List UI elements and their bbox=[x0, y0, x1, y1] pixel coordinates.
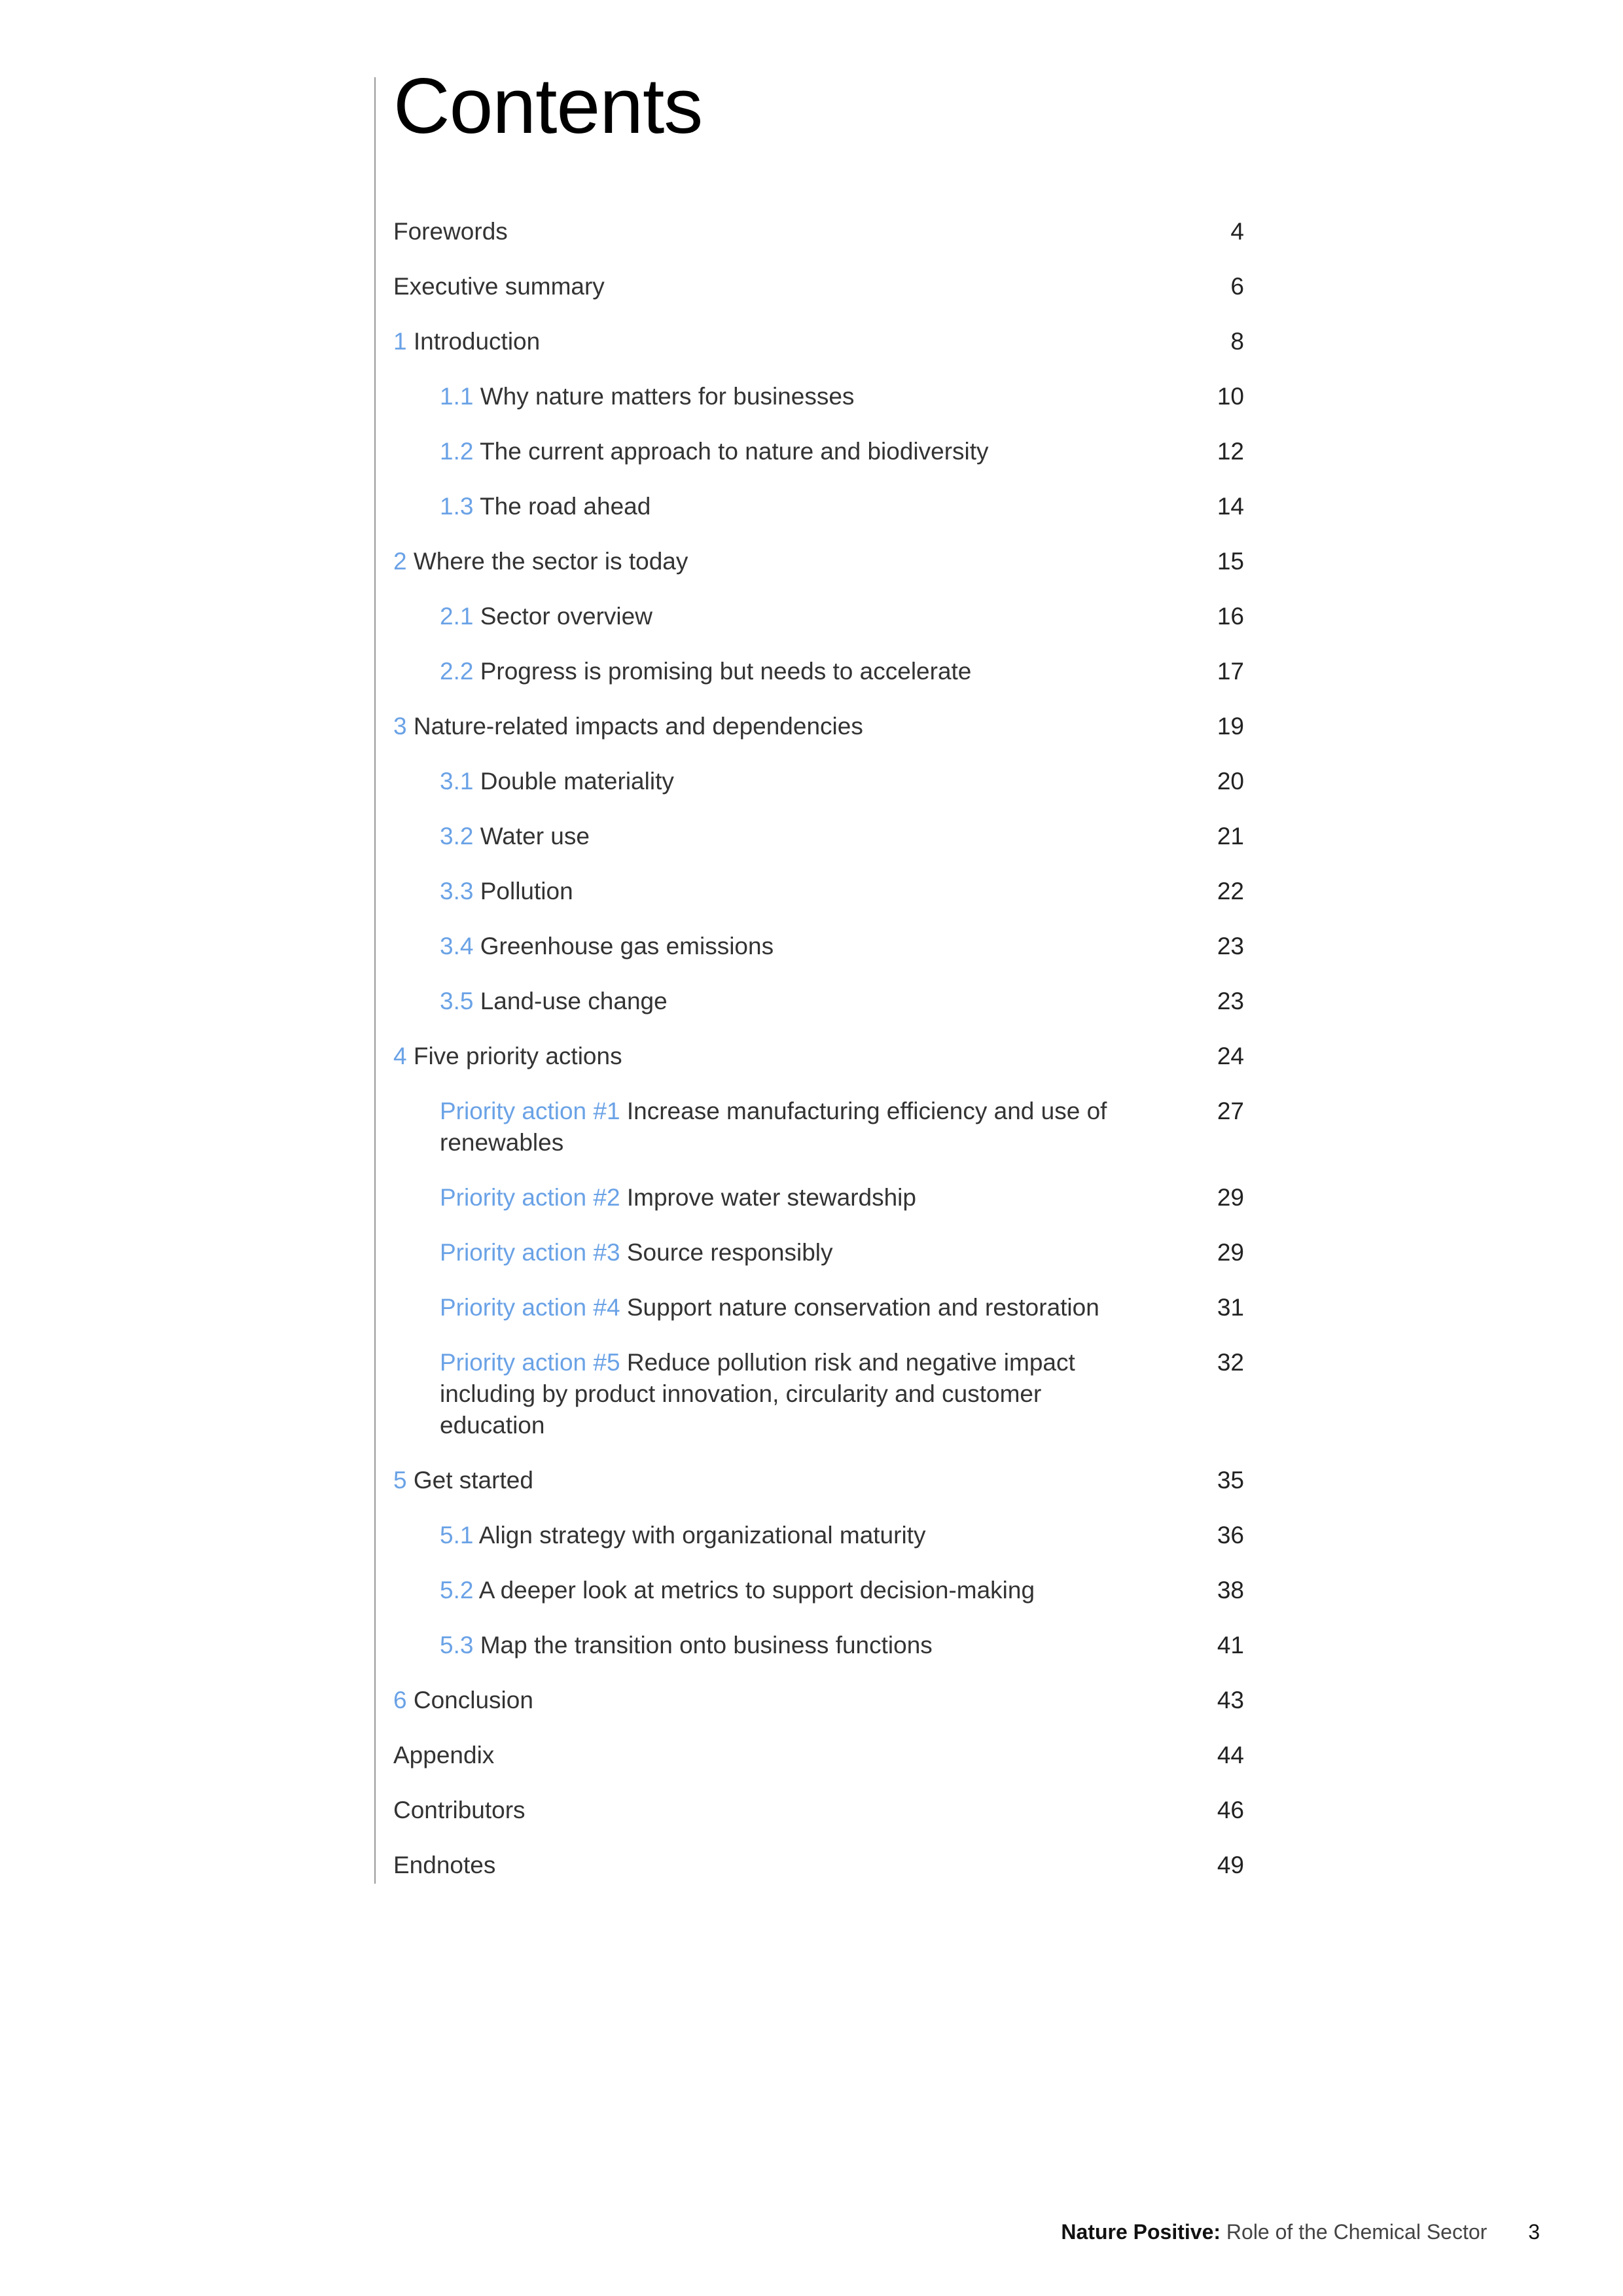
toc-subentry[interactable] bbox=[393, 381, 1244, 412]
toc-entry[interactable] bbox=[393, 271, 1244, 302]
toc-section-number: 1.2 bbox=[440, 438, 474, 465]
toc-subentry[interactable] bbox=[393, 1575, 1244, 1606]
toc-entry-text bbox=[440, 1347, 1147, 1441]
toc-entry-text bbox=[440, 986, 1147, 1017]
toc-entry-text bbox=[393, 711, 1100, 742]
toc-entry[interactable] bbox=[393, 711, 1244, 742]
toc-section-number: 1 bbox=[393, 328, 407, 355]
toc-section-title: Sector overview bbox=[480, 603, 652, 630]
toc-page-number: 35 bbox=[1217, 1467, 1244, 1494]
toc-page-number: 43 bbox=[1217, 1687, 1244, 1713]
toc-page-number: 23 bbox=[1217, 988, 1244, 1014]
toc-page-number: 14 bbox=[1217, 493, 1244, 520]
toc-section-number: Priority action #1 bbox=[440, 1098, 620, 1124]
toc-section-title: Why nature matters for businesses bbox=[480, 383, 855, 410]
toc-entry[interactable] bbox=[393, 326, 1244, 357]
toc-page-number: 24 bbox=[1217, 1043, 1244, 1069]
toc-section-title: Reduce pollution risk and negative impact including by product innovation, circularity and customer education bbox=[440, 1349, 1075, 1439]
toc-subentry[interactable] bbox=[393, 656, 1244, 687]
toc-entry-text bbox=[440, 931, 1147, 962]
toc-subentry[interactable] bbox=[393, 1630, 1244, 1661]
toc-entry-text bbox=[393, 1041, 1100, 1072]
toc-page-number: 12 bbox=[1217, 438, 1244, 465]
toc-section-number: Priority action #5 bbox=[440, 1349, 620, 1376]
toc-section-number: 3.4 bbox=[440, 933, 474, 960]
toc-entry-text bbox=[440, 656, 1147, 687]
toc-entry[interactable] bbox=[393, 1685, 1244, 1716]
toc-subentry[interactable] bbox=[393, 1292, 1244, 1323]
toc-section-number: 3.1 bbox=[440, 768, 474, 795]
toc-page-number: 23 bbox=[1217, 933, 1244, 960]
toc-section-number: 1.1 bbox=[440, 383, 474, 410]
page-title: Contents bbox=[393, 62, 703, 150]
toc-section-title: Conclusion bbox=[413, 1687, 533, 1713]
toc-page-number: 32 bbox=[1217, 1349, 1244, 1376]
toc-page-number: 10 bbox=[1217, 383, 1244, 410]
toc-entry-text bbox=[440, 601, 1147, 632]
toc-page-number: 15 bbox=[1217, 548, 1244, 575]
toc-section-number: 6 bbox=[393, 1687, 407, 1713]
toc-page-number: 49 bbox=[1217, 1852, 1244, 1878]
toc-section-title: Appendix bbox=[393, 1742, 495, 1768]
toc-section-title: Source responsibly bbox=[626, 1239, 833, 1266]
toc-subentry[interactable] bbox=[393, 1096, 1244, 1158]
toc-page-number: 27 bbox=[1217, 1098, 1244, 1124]
toc-entry-text bbox=[440, 766, 1147, 797]
toc-entry[interactable] bbox=[393, 1850, 1244, 1881]
footer-title-bold: Nature Positive: bbox=[1061, 2220, 1221, 2244]
table-of-contents bbox=[393, 216, 1244, 1905]
toc-entry-text bbox=[440, 1182, 1147, 1213]
toc-section-title: Five priority actions bbox=[413, 1043, 622, 1069]
toc-section-title: Forewords bbox=[393, 218, 508, 245]
toc-entry[interactable] bbox=[393, 546, 1244, 577]
toc-entry[interactable] bbox=[393, 1041, 1244, 1072]
toc-subentry[interactable] bbox=[393, 876, 1244, 907]
toc-section-title: Pollution bbox=[480, 878, 573, 905]
toc-entry-text bbox=[440, 1292, 1147, 1323]
toc-page-number: 6 bbox=[1230, 273, 1244, 300]
toc-entry-text bbox=[440, 876, 1147, 907]
toc-section-title: Land-use change bbox=[480, 988, 668, 1014]
toc-section-title: The road ahead bbox=[480, 493, 651, 520]
toc-section-title: Water use bbox=[480, 823, 590, 850]
page-footer bbox=[1061, 2220, 1540, 2244]
toc-page-number: 17 bbox=[1217, 658, 1244, 685]
toc-section-number: 2.1 bbox=[440, 603, 474, 630]
toc-section-title: Support nature conservation and restoration bbox=[626, 1294, 1099, 1321]
toc-section-title: Double materiality bbox=[480, 768, 674, 795]
toc-section-number: 5.1 bbox=[440, 1522, 474, 1549]
toc-entry-text bbox=[393, 1685, 1100, 1716]
toc-section-title: A deeper look at metrics to support decision-making bbox=[478, 1577, 1035, 1604]
toc-section-number: Priority action #3 bbox=[440, 1239, 620, 1266]
toc-section-number: 2 bbox=[393, 548, 407, 575]
toc-page-number: 36 bbox=[1217, 1522, 1244, 1549]
toc-entry-text bbox=[393, 326, 1100, 357]
toc-entry[interactable] bbox=[393, 216, 1244, 247]
toc-page-number: 29 bbox=[1217, 1184, 1244, 1211]
toc-subentry[interactable] bbox=[393, 1237, 1244, 1268]
toc-entry-text bbox=[393, 271, 1100, 302]
toc-section-title: Where the sector is today bbox=[413, 548, 688, 575]
toc-page-number: 19 bbox=[1217, 713, 1244, 740]
toc-subentry[interactable] bbox=[393, 601, 1244, 632]
toc-section-number: 1.3 bbox=[440, 493, 474, 520]
toc-section-title: Increase manufacturing efficiency and use of renewables bbox=[440, 1098, 1107, 1156]
toc-subentry[interactable] bbox=[393, 986, 1244, 1017]
toc-page-number: 38 bbox=[1217, 1577, 1244, 1604]
toc-entry-text bbox=[393, 546, 1100, 577]
toc-page-number: 8 bbox=[1230, 328, 1244, 355]
toc-entry-text bbox=[440, 491, 1147, 522]
toc-page-number: 44 bbox=[1217, 1742, 1244, 1768]
toc-section-title: Greenhouse gas emissions bbox=[480, 933, 774, 960]
toc-entry-text bbox=[393, 1465, 1100, 1496]
footer-title-rest: Role of the Chemical Sector bbox=[1226, 2220, 1488, 2244]
toc-section-number: 5.3 bbox=[440, 1632, 474, 1659]
toc-page-number: 22 bbox=[1217, 878, 1244, 905]
toc-section-number: 3.3 bbox=[440, 878, 474, 905]
toc-page-number: 29 bbox=[1217, 1239, 1244, 1266]
toc-subentry[interactable] bbox=[393, 766, 1244, 797]
toc-entry-text bbox=[393, 1740, 1100, 1771]
toc-entry-text bbox=[440, 1520, 1147, 1551]
toc-subentry[interactable] bbox=[393, 491, 1244, 522]
toc-subentry[interactable] bbox=[393, 1520, 1244, 1551]
toc-section-number: 3.2 bbox=[440, 823, 474, 850]
toc-page-number: 20 bbox=[1217, 768, 1244, 795]
toc-page-number: 31 bbox=[1217, 1294, 1244, 1321]
toc-page-number: 16 bbox=[1217, 603, 1244, 630]
toc-section-title: Endnotes bbox=[393, 1852, 496, 1878]
toc-entry[interactable] bbox=[393, 1740, 1244, 1771]
footer-page-number: 3 bbox=[1528, 2220, 1540, 2244]
toc-entry-text bbox=[440, 1096, 1147, 1158]
toc-section-number: 3 bbox=[393, 713, 407, 740]
toc-entry-text bbox=[393, 216, 1100, 247]
toc-entry[interactable] bbox=[393, 1465, 1244, 1496]
toc-section-title: Map the transition onto business functions bbox=[480, 1632, 933, 1659]
toc-page-number: 46 bbox=[1217, 1797, 1244, 1823]
toc-section-number: 5 bbox=[393, 1467, 407, 1494]
toc-entry[interactable] bbox=[393, 1795, 1244, 1826]
toc-section-title: Contributors bbox=[393, 1797, 526, 1823]
toc-section-title: Progress is promising but needs to accelerate bbox=[480, 658, 972, 685]
toc-subentry[interactable] bbox=[393, 436, 1244, 467]
toc-entry-text bbox=[440, 1630, 1147, 1661]
toc-entry-text bbox=[393, 1795, 1100, 1826]
toc-page-number: 21 bbox=[1217, 823, 1244, 850]
toc-section-number: Priority action #2 bbox=[440, 1184, 620, 1211]
toc-section-title: Nature-related impacts and dependencies bbox=[413, 713, 863, 740]
toc-entry-text bbox=[440, 436, 1147, 467]
vertical-rule bbox=[374, 77, 376, 1884]
toc-page-number: 4 bbox=[1230, 218, 1244, 245]
toc-section-title: Align strategy with organizational maturity bbox=[478, 1522, 926, 1549]
toc-section-number: 4 bbox=[393, 1043, 407, 1069]
toc-entry-text bbox=[440, 1237, 1147, 1268]
toc-entry-text bbox=[440, 381, 1147, 412]
toc-subentry[interactable] bbox=[393, 931, 1244, 962]
toc-section-title: Get started bbox=[413, 1467, 533, 1494]
toc-section-number: 5.2 bbox=[440, 1577, 474, 1604]
toc-section-number: Priority action #4 bbox=[440, 1294, 620, 1321]
toc-section-title: Improve water stewardship bbox=[626, 1184, 916, 1211]
toc-section-title: The current approach to nature and biodiversity bbox=[480, 438, 989, 465]
toc-entry-text bbox=[440, 821, 1147, 852]
toc-section-number: 2.2 bbox=[440, 658, 474, 685]
toc-page-number: 41 bbox=[1217, 1632, 1244, 1659]
toc-section-number: 3.5 bbox=[440, 988, 474, 1014]
toc-section-title: Executive summary bbox=[393, 273, 605, 300]
toc-subentry[interactable] bbox=[393, 821, 1244, 852]
toc-entry-text bbox=[440, 1575, 1147, 1606]
toc-section-title: Introduction bbox=[413, 328, 541, 355]
toc-entry-text bbox=[393, 1850, 1100, 1881]
toc-subentry[interactable] bbox=[393, 1182, 1244, 1213]
toc-subentry[interactable] bbox=[393, 1347, 1244, 1441]
